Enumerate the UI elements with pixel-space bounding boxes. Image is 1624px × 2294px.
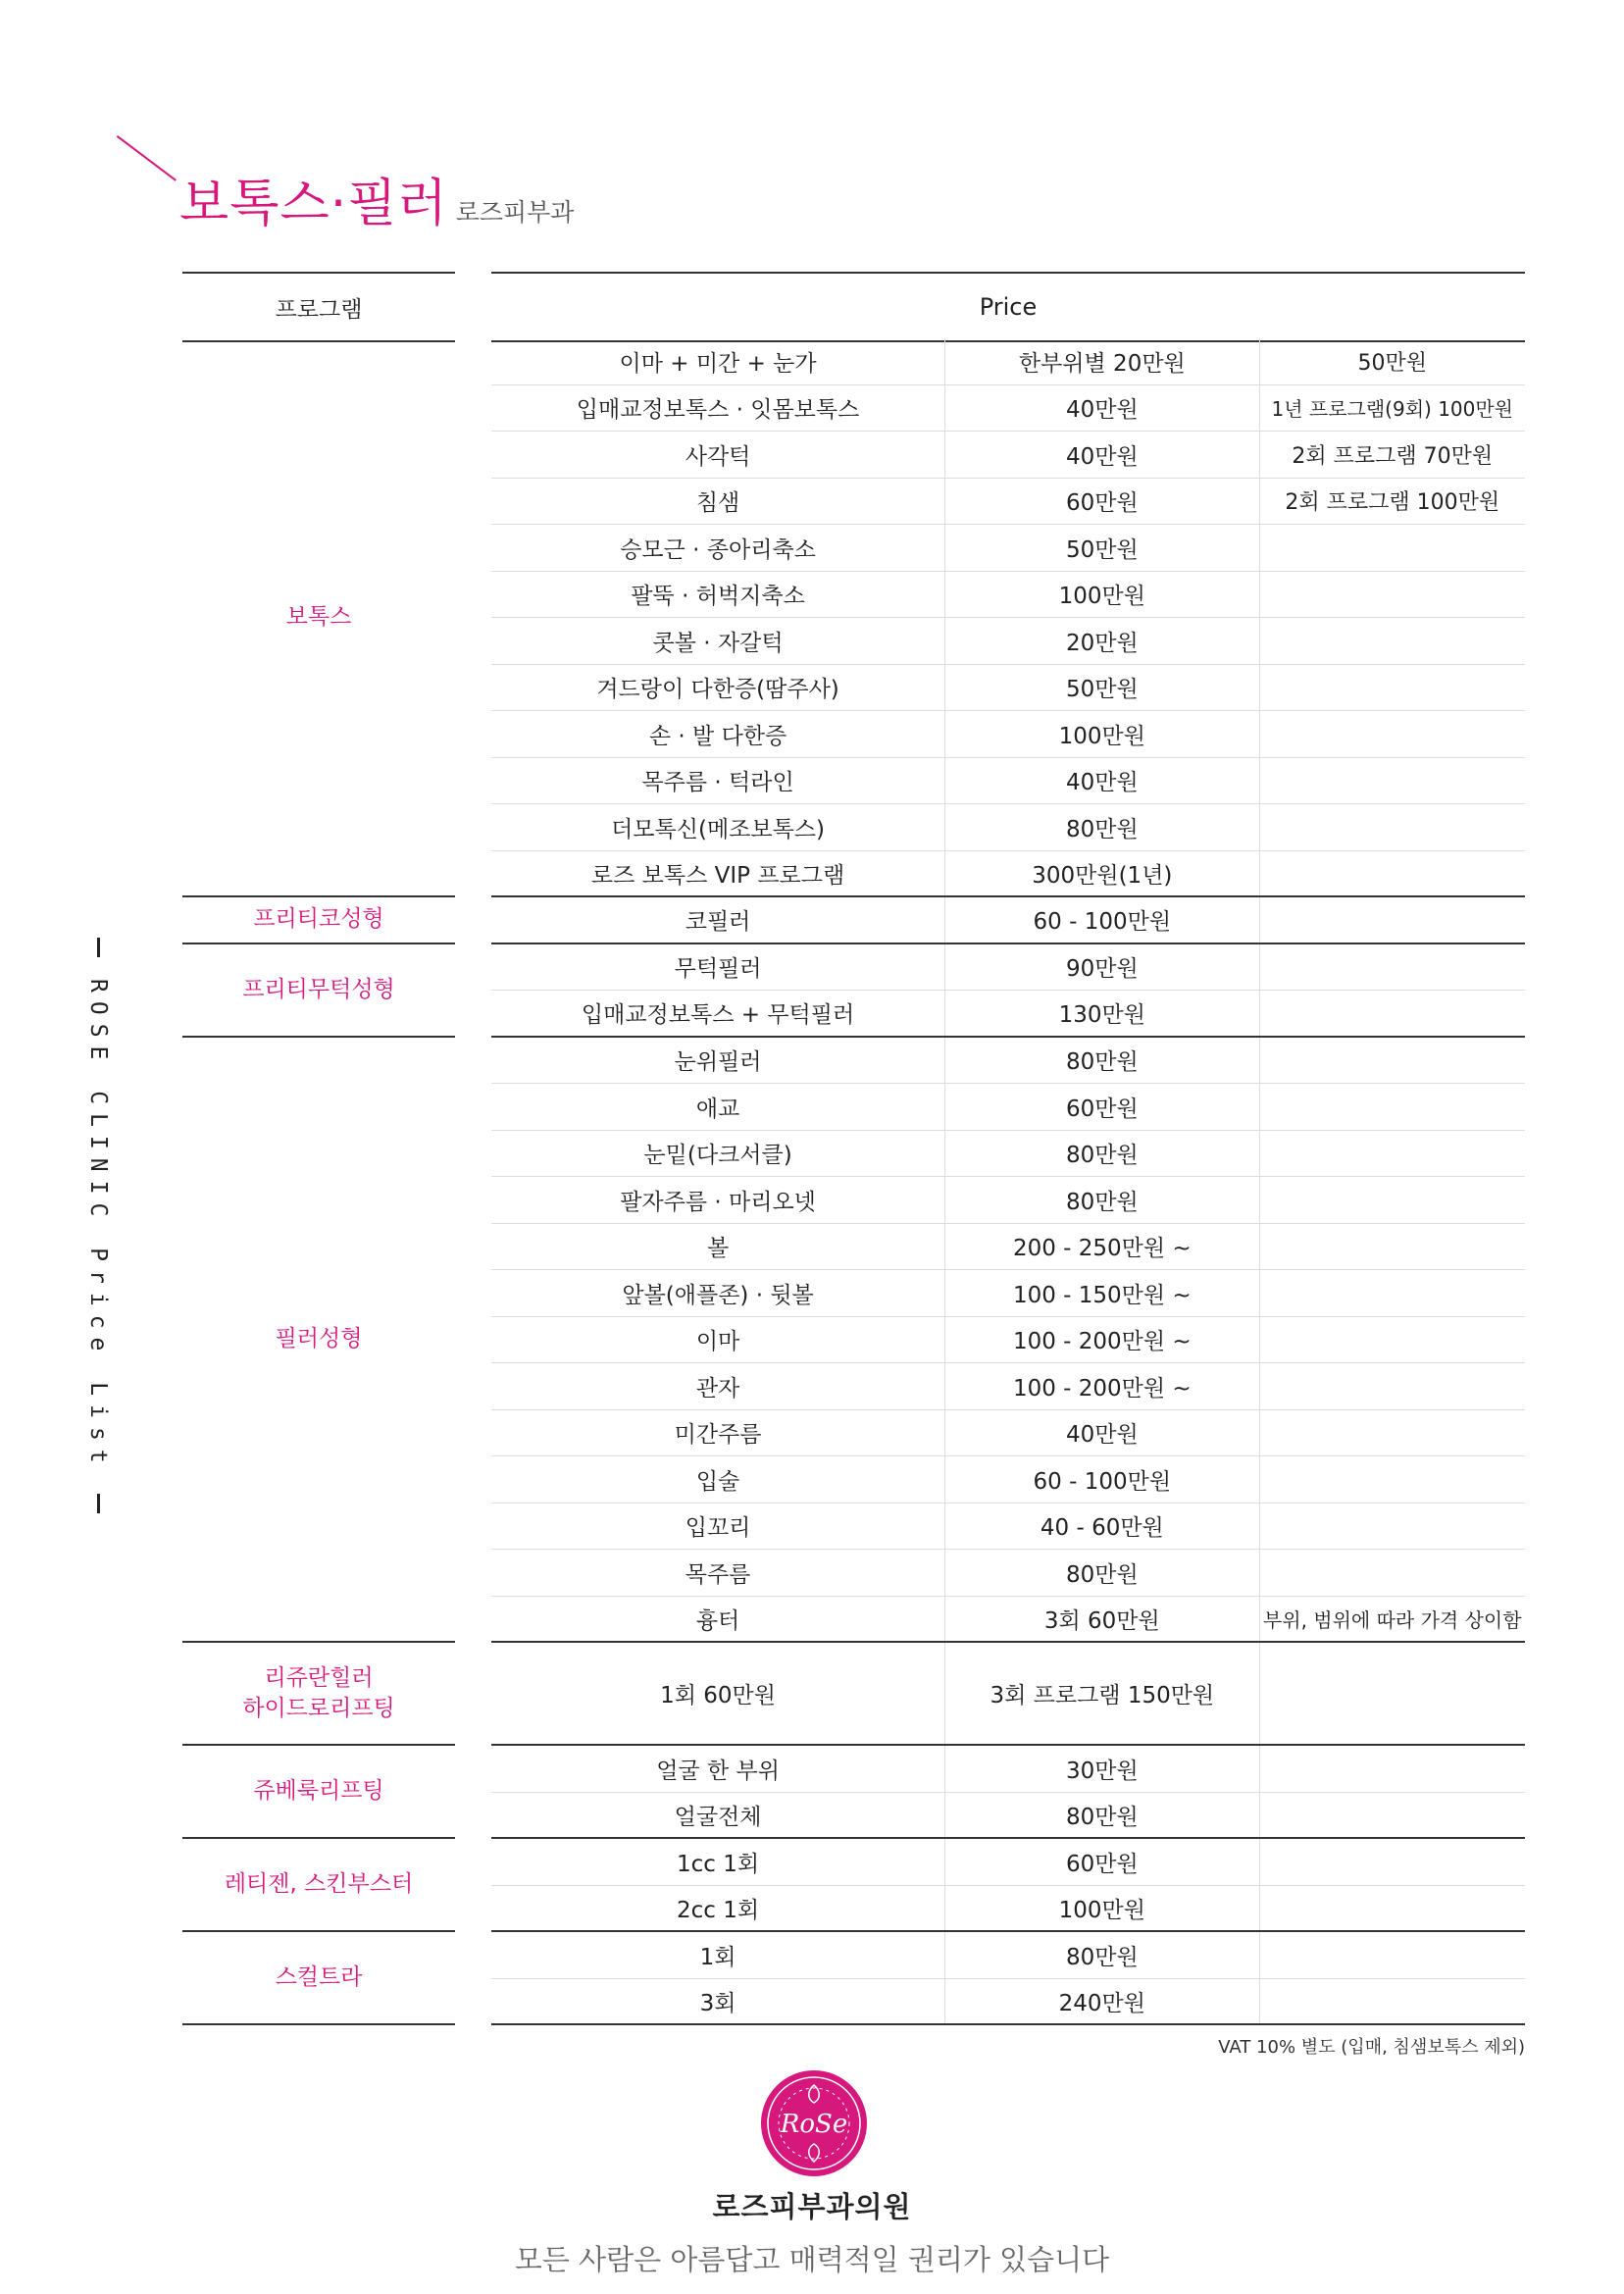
- table-row: [491, 432, 1525, 479]
- table-row: [491, 572, 1525, 619]
- item-extra: [1260, 991, 1525, 1036]
- item-price: 300만원(1년): [945, 851, 1259, 896]
- item-name: 사각턱: [491, 432, 945, 478]
- item-name: 관자: [491, 1363, 945, 1409]
- item-price: 240만원: [945, 1979, 1259, 2024]
- item-name: 얼굴 한 부위: [491, 1746, 945, 1792]
- table-row: [491, 897, 1525, 944]
- item-price: 100 - 200만원 ~: [945, 1317, 1259, 1363]
- item-price: 80만원: [945, 1177, 1259, 1223]
- table-row: [491, 1504, 1525, 1551]
- group-label: 보톡스: [182, 338, 455, 897]
- item-name: 얼굴전체: [491, 1793, 945, 1838]
- page-title-block: [179, 162, 574, 235]
- table-row: [491, 1038, 1525, 1085]
- item-price: 3회 60만원: [945, 1597, 1259, 1642]
- item-name: 무턱필러: [491, 944, 945, 991]
- table-row: [491, 944, 1525, 992]
- item-extra: 1년 프로그램(9회) 100만원: [1271, 397, 1514, 422]
- item-price: 80만원: [945, 1131, 1259, 1177]
- table-row: [491, 1643, 1525, 1746]
- item-extra: 부위, 범위에 따라 가격 상이함: [1262, 1607, 1522, 1632]
- rose-logo: [760, 2069, 868, 2177]
- side-bar-top: [97, 938, 100, 957]
- item-price: 80만원: [945, 1550, 1259, 1596]
- table-row: [491, 1886, 1525, 1933]
- table-row: [491, 1224, 1525, 1271]
- item-extra: [1260, 758, 1525, 804]
- item-price: 100 - 150만원 ~: [945, 1270, 1259, 1316]
- group-label: 스컬트라: [182, 1932, 455, 2025]
- item-price: 80만원: [945, 1038, 1259, 1084]
- item-price: 90만원: [945, 944, 1259, 991]
- table-row: [491, 1270, 1525, 1317]
- item-name: 입꼬리: [491, 1504, 945, 1550]
- item-price: 40만원: [945, 758, 1259, 804]
- item-name: 팔자주름 · 마리오넷: [491, 1177, 945, 1223]
- item-price: 40만원: [945, 1410, 1259, 1456]
- item-extra: [1260, 618, 1525, 664]
- item-name: 입술: [491, 1456, 945, 1503]
- table-row: [491, 1932, 1525, 1979]
- table-row: [491, 1131, 1525, 1178]
- item-extra: [1260, 1363, 1525, 1409]
- page-title: 보톡스·필러: [179, 175, 448, 233]
- item-price: 20만원: [945, 618, 1259, 664]
- item-name: 흉터: [491, 1597, 945, 1642]
- item-extra: [1260, 572, 1525, 618]
- item-name: 미간주름: [491, 1410, 945, 1456]
- column-header-program: 프로그램: [182, 272, 455, 342]
- item-extra: [1260, 665, 1525, 711]
- item-name: 1cc 1회: [491, 1839, 945, 1885]
- item-price: 60 - 100만원: [945, 897, 1259, 943]
- item-name: 목주름: [491, 1550, 945, 1596]
- item-price: 60만원: [945, 1839, 1259, 1885]
- price-rows: [491, 338, 1525, 2025]
- item-price: 40만원: [945, 432, 1259, 478]
- item-name: 로즈 보톡스 VIP 프로그램: [491, 851, 945, 896]
- item-name: 코필러: [491, 897, 945, 943]
- table-row: [491, 851, 1525, 898]
- slogan: 모든 사람은 아름답고 매력적일 권리가 있습니다: [514, 2243, 1110, 2276]
- item-name: 1회 60만원: [491, 1643, 945, 1744]
- vat-note: VAT 10% 별도 (입매, 침샘보톡스 제외): [1218, 2037, 1525, 2058]
- item-price: 40만원: [945, 385, 1259, 432]
- logo-text: RoSe: [780, 2110, 848, 2139]
- item-name: 팔뚝 · 허벅지축소: [491, 572, 945, 618]
- item-name: 1회: [491, 1932, 945, 1978]
- item-price: 200 - 250만원 ~: [945, 1224, 1259, 1270]
- page-subtitle: 로즈피부과: [455, 198, 575, 227]
- item-price: 130만원: [945, 991, 1259, 1036]
- item-name: 콧볼 · 자갈턱: [491, 618, 945, 664]
- item-name: 손 · 발 다한증: [491, 711, 945, 757]
- item-price: 80만원: [945, 1793, 1259, 1838]
- item-extra: [1260, 525, 1525, 571]
- table-row: [491, 1839, 1525, 1886]
- table-row: [491, 1456, 1525, 1504]
- item-extra: 2회 프로그램 100만원: [1285, 490, 1500, 516]
- item-name: 목주름 · 턱라인: [491, 758, 945, 804]
- item-name: 애교: [491, 1084, 945, 1130]
- table-row: [491, 758, 1525, 805]
- table-row: [491, 804, 1525, 851]
- item-price: 30만원: [945, 1746, 1259, 1792]
- item-price: 80만원: [945, 1932, 1259, 1978]
- item-extra: [1260, 1038, 1525, 1084]
- item-extra: [1260, 1793, 1525, 1838]
- group-label: 필러성형: [182, 1038, 455, 1644]
- item-price: 60만원: [945, 479, 1259, 525]
- item-extra: [1260, 897, 1525, 943]
- item-name: 승모근 · 종아리축소: [491, 525, 945, 571]
- item-price: 60만원: [945, 1084, 1259, 1130]
- table-row: [491, 1597, 1525, 1644]
- side-text: ROSE CLINIC Price List: [85, 979, 111, 1472]
- item-extra: [1260, 1177, 1525, 1223]
- program-groups: [182, 338, 455, 2025]
- group-label: 프리티무턱성형: [182, 944, 455, 1038]
- item-extra: [1260, 851, 1525, 896]
- item-extra: [1260, 1317, 1525, 1363]
- item-extra: [1260, 1456, 1525, 1503]
- table-row: [491, 991, 1525, 1038]
- item-price: 100만원: [945, 572, 1259, 618]
- table-row: [491, 1793, 1525, 1840]
- item-price: 50만원: [945, 665, 1259, 711]
- table-row: [491, 1363, 1525, 1410]
- table-row: [491, 479, 1525, 526]
- item-extra: [1260, 1746, 1525, 1792]
- table-row: [491, 665, 1525, 712]
- item-extra: [1260, 804, 1525, 850]
- item-price: 40 - 60만원: [945, 1504, 1259, 1550]
- table-row: [491, 338, 1525, 385]
- group-label: 레티젠, 스킨부스터: [182, 1839, 455, 1932]
- side-label: [83, 938, 113, 1513]
- item-name: 눈위필러: [491, 1038, 945, 1084]
- table-row: [491, 525, 1525, 572]
- item-name: 더모톡신(메조보톡스): [491, 804, 945, 850]
- item-price: 3회 프로그램 150만원: [945, 1643, 1259, 1744]
- item-name: 이마: [491, 1317, 945, 1363]
- item-name: 3회: [491, 1979, 945, 2024]
- table-row: [491, 1177, 1525, 1224]
- item-name: 겨드랑이 다한증(땀주사): [491, 665, 945, 711]
- item-name: 눈밑(다크서클): [491, 1131, 945, 1177]
- item-extra: 2회 프로그램 70만원: [1292, 443, 1494, 469]
- table-row: [491, 385, 1525, 433]
- item-extra: [1260, 1084, 1525, 1130]
- item-name: 입매교정보톡스 + 무턱필러: [491, 991, 945, 1036]
- table-row: [491, 618, 1525, 665]
- item-price: 80만원: [945, 804, 1259, 850]
- table-row: [491, 1746, 1525, 1793]
- table-row: [491, 1550, 1525, 1597]
- table-row: [491, 1317, 1525, 1364]
- item-extra: [1260, 1131, 1525, 1177]
- item-price: 100만원: [945, 711, 1259, 757]
- item-name: 앞볼(애플존) · 뒷볼: [491, 1270, 945, 1316]
- group-label: 쥬베룩리프팅: [182, 1746, 455, 1839]
- item-price: 50만원: [945, 525, 1259, 571]
- column-header-price: Price: [491, 272, 1525, 342]
- item-extra: [1260, 1550, 1525, 1596]
- clinic-name: 로즈피부과의원: [712, 2190, 912, 2223]
- item-extra: 50만원: [1357, 350, 1427, 376]
- item-price: 100만원: [945, 1886, 1259, 1931]
- decorative-slash: [117, 135, 177, 181]
- item-name: 2cc 1회: [491, 1886, 945, 1931]
- item-extra: [1260, 1504, 1525, 1550]
- item-name: 침샘: [491, 479, 945, 525]
- item-extra: [1260, 711, 1525, 757]
- table-row: [491, 1979, 1525, 2026]
- table-row: [491, 1084, 1525, 1131]
- item-extra: [1260, 1643, 1525, 1744]
- item-extra: [1260, 1839, 1525, 1885]
- item-extra: [1260, 1410, 1525, 1456]
- table-row: [491, 711, 1525, 758]
- group-label: 리쥬란힐러 하이드로리프팅: [182, 1643, 455, 1746]
- item-extra: [1260, 1886, 1525, 1931]
- item-extra: [1260, 1979, 1525, 2024]
- item-extra: [1260, 1932, 1525, 1978]
- item-price: 100 - 200만원 ~: [945, 1363, 1259, 1409]
- item-extra: [1260, 1270, 1525, 1316]
- table-row: [491, 1410, 1525, 1457]
- item-extra: [1260, 1224, 1525, 1270]
- item-name: 이마 + 미간 + 눈가: [491, 338, 945, 384]
- item-extra: [1260, 944, 1525, 991]
- group-label: 프리티코성형: [182, 897, 455, 944]
- item-name: 볼: [491, 1224, 945, 1270]
- side-bar-bottom: [97, 1494, 100, 1513]
- item-name: 입매교정보톡스 · 잇몸보톡스: [491, 385, 945, 432]
- item-price: 60 - 100만원: [945, 1456, 1259, 1503]
- item-price: 한부위별 20만원: [945, 338, 1259, 384]
